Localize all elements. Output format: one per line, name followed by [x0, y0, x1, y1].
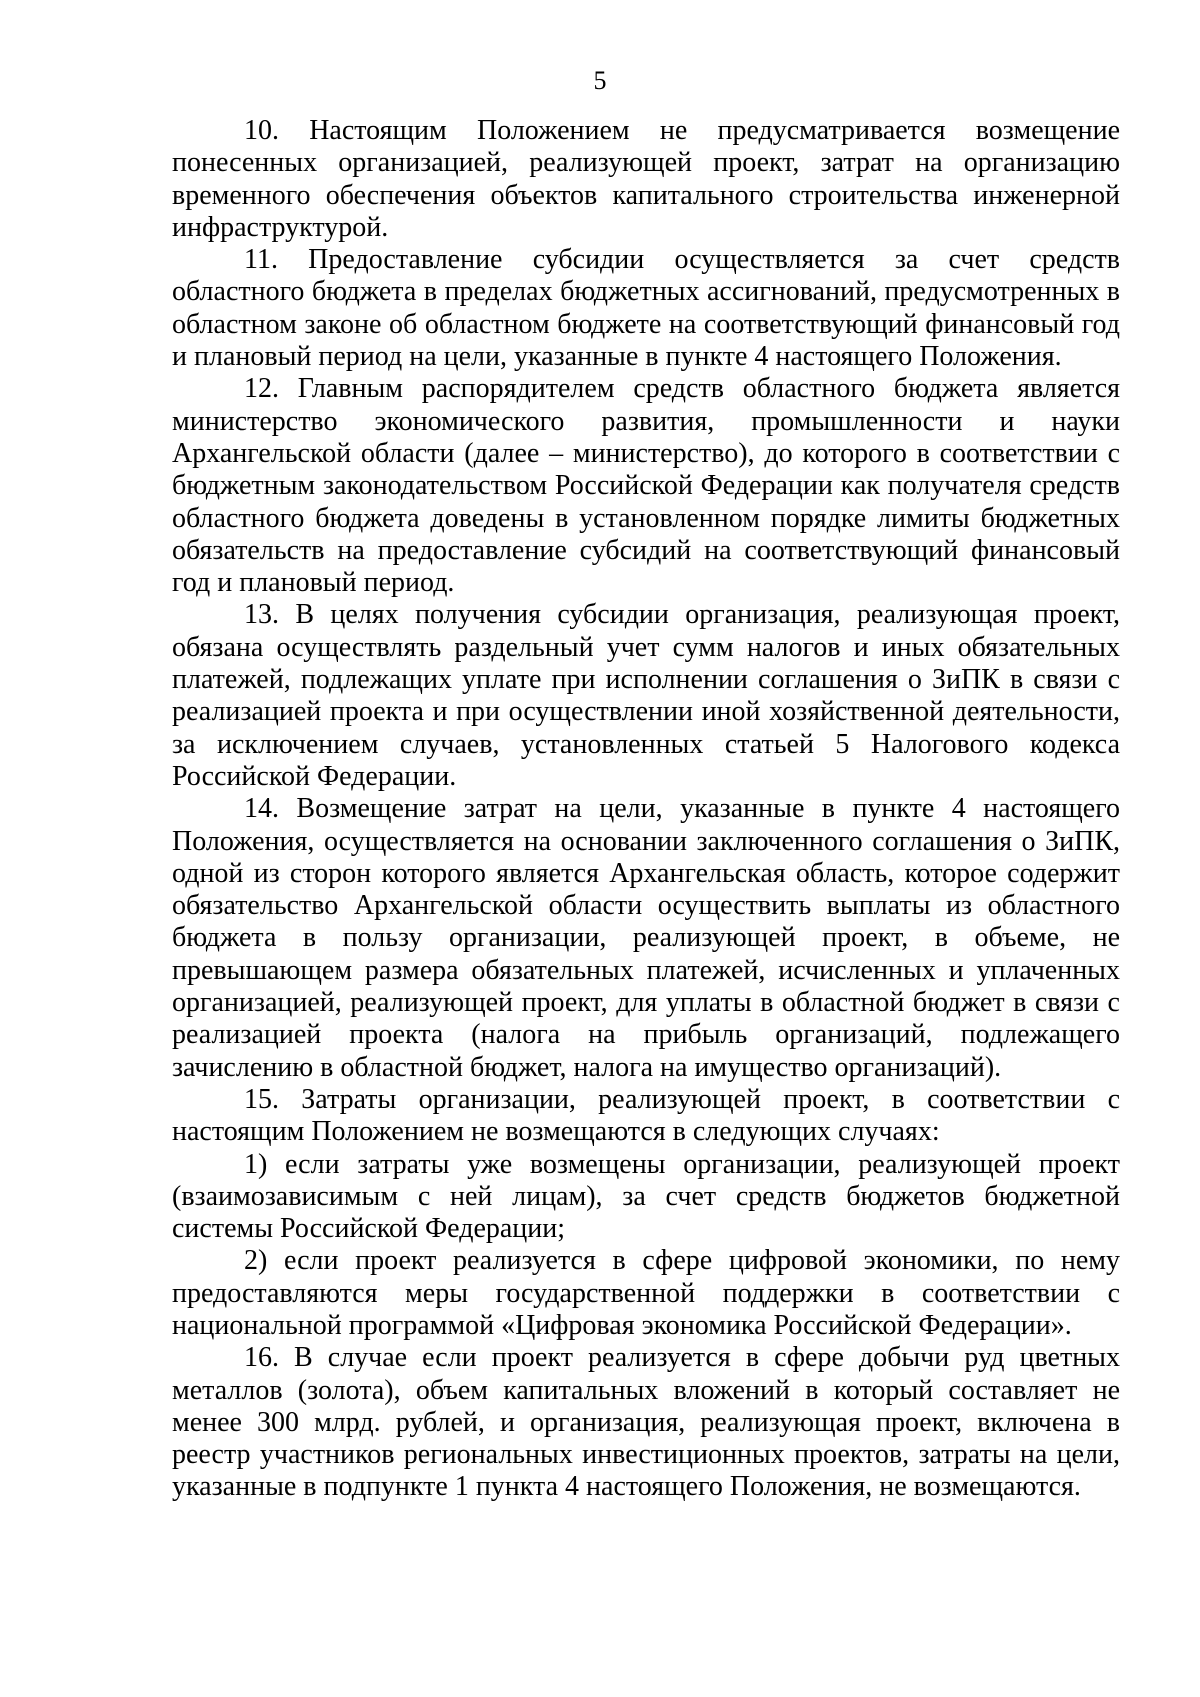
paragraph-10: 10. Настоящим Положением не предусматривается возмещение понесенных организацией, реализующей проект, затрат на организацию временного обеспечения объектов капитального строительства инженерной инфраструктурой.: [172, 115, 1120, 243]
paragraph-15-item-1: 1) если затраты уже возмещены организации, реализующей проект (взаимозависимым с ней лицам), за счет средств бюджетов бюджетной системы Российской Федерации;: [172, 1148, 1120, 1245]
document-body: [172, 115, 1120, 1504]
paragraph-15: 15. Затраты организации, реализующей проект, в соответствии с настоящим Положением не возмещаются в следующих случаях:: [172, 1083, 1120, 1148]
paragraph-15-item-2: 2) если проект реализуется в сфере цифровой экономики, по нему предоставляются меры государственной поддержки в соответствии с национальной программой «Цифровая экономика Российской Федерации».: [172, 1245, 1120, 1341]
paragraph-11: 11. Предоставление субсидии осуществляется за счет средств областного бюджета в пределах бюджетных ассигнований, предусмотренных в областном законе об областном бюджете на соответствующий финансовый год и плановый период на цели, указанные в пункте 4 настоящего Положения.: [172, 244, 1120, 373]
paragraph-13: 13. В целях получения субсидии организация, реализующая проект, обязана осуществлять раздельный учет сумм налогов и иных обязательных платежей, подлежащих уплате при исполнении соглашения о ЗиПК в связи с реализацией проекта и при осуществлении иной хозяйственной деятельности, за исключением случаев, установленных статьей 5 Налогового кодекса Российской Федерации.: [172, 599, 1120, 792]
paragraph-16: 16. В случае если проект реализуется в сфере добычи руд цветных металлов (золота), объем капитальных вложений в который составляет не менее 300 млрд. рублей, и организация, реализующая проект, включена в реестр участников региональных инвестиционных проектов, затраты на цели, указанные в подпункте 1 пункта 4 настоящего Положения, не возмещаются.: [172, 1342, 1120, 1503]
paragraph-12: 12. Главным распорядителем средств областного бюджета является министерство экономического развития, промышленности и науки Архангельской области (далее – министерство), до которого в соответствии с бюджетным законодательством Российской Федерации как получателя средств областного бюджета доведены в установленном порядке лимиты бюджетных обязательств на предоставление субсидий на соответствующий финансовый год и плановый период.: [172, 373, 1120, 599]
paragraph-14: 14. Возмещение затрат на цели, указанные в пункте 4 настоящего Положения, осуществляется на основании заключенного соглашения о ЗиПК, одной из сторон которого является Архангельская область, которое содержит обязательство Архангельской области осуществить выплаты из областного бюджета в пользу организации, реализующей проект, в объеме, не превышающем размера обязательных платежей, исчисленных и уплаченных организацией, реализующей проект, для уплаты в областной бюджет в связи с реализацией проекта (налога на прибыль организаций, подлежащего зачислению в областной бюджет, налога на имущество организаций).: [172, 793, 1120, 1083]
page-number: 5: [593, 66, 607, 95]
